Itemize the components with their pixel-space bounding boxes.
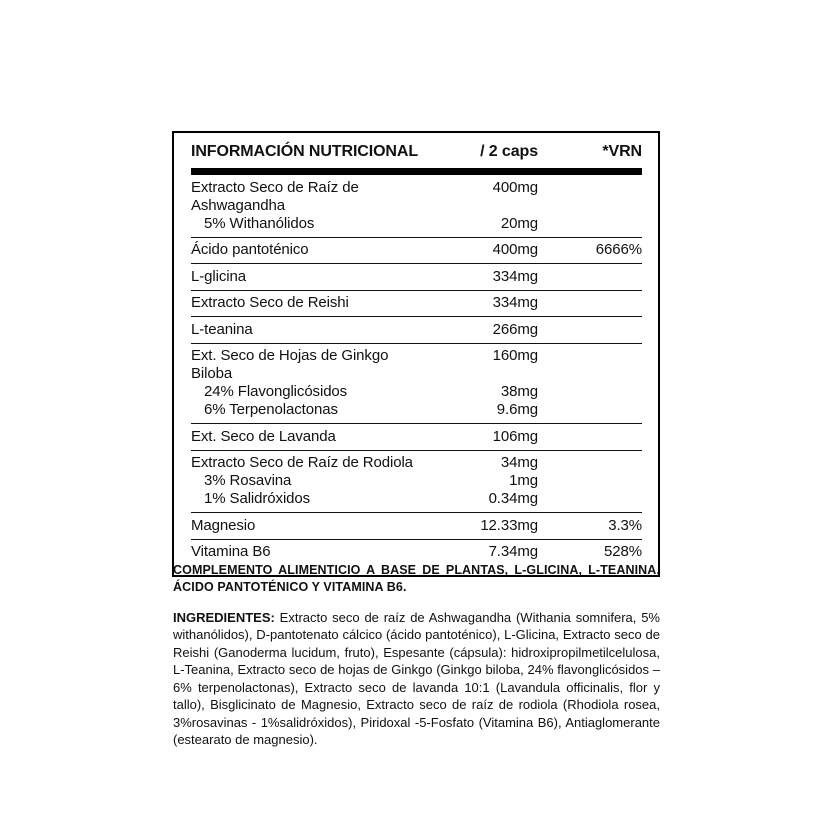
table-row: [191, 241, 642, 259]
table-row-group: [191, 450, 642, 513]
ingredient-name: Ácido pantoténico: [191, 241, 309, 258]
table-row: [191, 428, 642, 446]
ingredient-vrn: 528%: [604, 543, 642, 560]
ingredient-name: 24% Flavonglicósidos: [204, 383, 348, 400]
ingredient-amount: 160mg: [492, 347, 538, 364]
ingredient-amount: 266mg: [492, 320, 538, 338]
table-row-group: [191, 263, 642, 290]
ingredient-amount: 9.6mg: [496, 401, 538, 418]
ingredient-amount: 400mg: [492, 241, 538, 258]
header-divider-bar: [191, 168, 642, 175]
table-row: [191, 517, 642, 535]
ingredients-label: INGREDIENTES:: [173, 609, 275, 625]
table-row-group: [191, 316, 642, 343]
ingredient-name: 1% Salidróxidos: [204, 490, 311, 507]
ingredient-name: 5% Withanólidos: [204, 214, 315, 232]
ingredient-name: Extracto Seco de Raíz de Ashwagandha: [191, 178, 359, 214]
table-subrow: [191, 472, 642, 490]
panel-title: INFORMACIÓN NUTRICIONAL: [191, 143, 419, 160]
ingredient-name: Extracto Seco de Raíz de Rodiola: [191, 454, 413, 471]
ingredient-vrn: 3.3%: [608, 516, 642, 534]
table-subrow: [191, 383, 642, 401]
product-claim: COMPLEMENTO ALIMENTICIO A BASE DE PLANTAS, L-GLICINA, L-TEANINA, ÁCIDO PANTOTÉNICO Y VITAMINA B6.: [173, 562, 660, 594]
ingredient-amount: 7.34mg: [488, 543, 538, 560]
ingredient-amount: 20mg: [500, 214, 538, 232]
ingredients-text: Extracto seco de raíz de Ashwagandha (Withania somnifera, 5% withanólidos), D-pantotenato cálcico (ácido pantoténico), L-Glicina, Extracto seco de Reishi (Ganoderma lucidum, fruto), Espesante (cápsula): hidroxipropilmetilcelulosa, L-Teanina, Extracto seco de hojas de Ginkgo (Ginkgo biloba, 24% flavonglicósidos – 6% terpenolactonas), Extracto seco de lavanda 10:1 (Lavandula officinalis, flor y tallo), Bisglicinato de Magnesio, Extracto seco de raíz de rodiola (Rhodiola rosea, 3%rosavinas - 1%salidróxidos), Piridoxal -5-Fosfato (Vitamina B6), Antiaglomerante (estearato de magnesio).: [173, 609, 660, 747]
ingredient-amount: 106mg: [492, 427, 538, 445]
ingredient-amount: 12.33mg: [480, 516, 538, 534]
table-row: [191, 179, 642, 215]
ingredient-name: Vitamina B6: [191, 543, 271, 560]
nutrition-table-body: [191, 175, 642, 565]
ingredient-amount: 334mg: [492, 267, 538, 285]
footer-text-block: [173, 549, 660, 762]
ingredient-name: Extracto Seco de Reishi: [191, 294, 349, 311]
ingredient-name: L-teanina: [191, 320, 253, 338]
table-subrow: [191, 401, 642, 419]
table-row: [191, 454, 642, 472]
nutrition-table-header: [191, 133, 642, 168]
table-row: [191, 268, 642, 286]
ingredient-vrn: 6666%: [595, 241, 642, 258]
table-subrow: [191, 490, 642, 508]
ingredient-name: Ext. Seco de Hojas de Ginkgo Biloba: [191, 347, 389, 382]
table-row-group: [191, 512, 642, 539]
ingredient-name: 6% Terpenolactonas: [204, 401, 338, 418]
table-row: [191, 294, 642, 312]
serving-size-header: / 2 caps: [480, 143, 538, 160]
ingredient-name: L-glicina: [191, 267, 246, 285]
ingredient-name: Magnesio: [191, 516, 256, 534]
ingredient-amount: 0.34mg: [488, 490, 538, 507]
ingredient-amount: 334mg: [492, 294, 538, 311]
ingredients-paragraph: [173, 609, 660, 749]
nutrition-facts-panel: [172, 131, 660, 577]
table-row-group: [191, 237, 642, 264]
table-row-group: [191, 343, 642, 424]
vrn-header: *VRN: [602, 143, 642, 160]
ingredient-name: 3% Rosavina: [204, 472, 292, 489]
ingredient-name: Ext. Seco de Lavanda: [191, 427, 336, 445]
table-row: [191, 347, 642, 383]
ingredient-amount: 400mg: [492, 178, 538, 196]
table-row-group: [191, 175, 642, 237]
table-row-group: [191, 423, 642, 450]
ingredient-amount: 34mg: [500, 454, 538, 471]
table-subrow: [191, 215, 642, 233]
ingredient-amount: 1mg: [509, 472, 538, 489]
table-row: [191, 321, 642, 339]
table-row-group: [191, 290, 642, 317]
ingredient-amount: 38mg: [500, 383, 538, 400]
